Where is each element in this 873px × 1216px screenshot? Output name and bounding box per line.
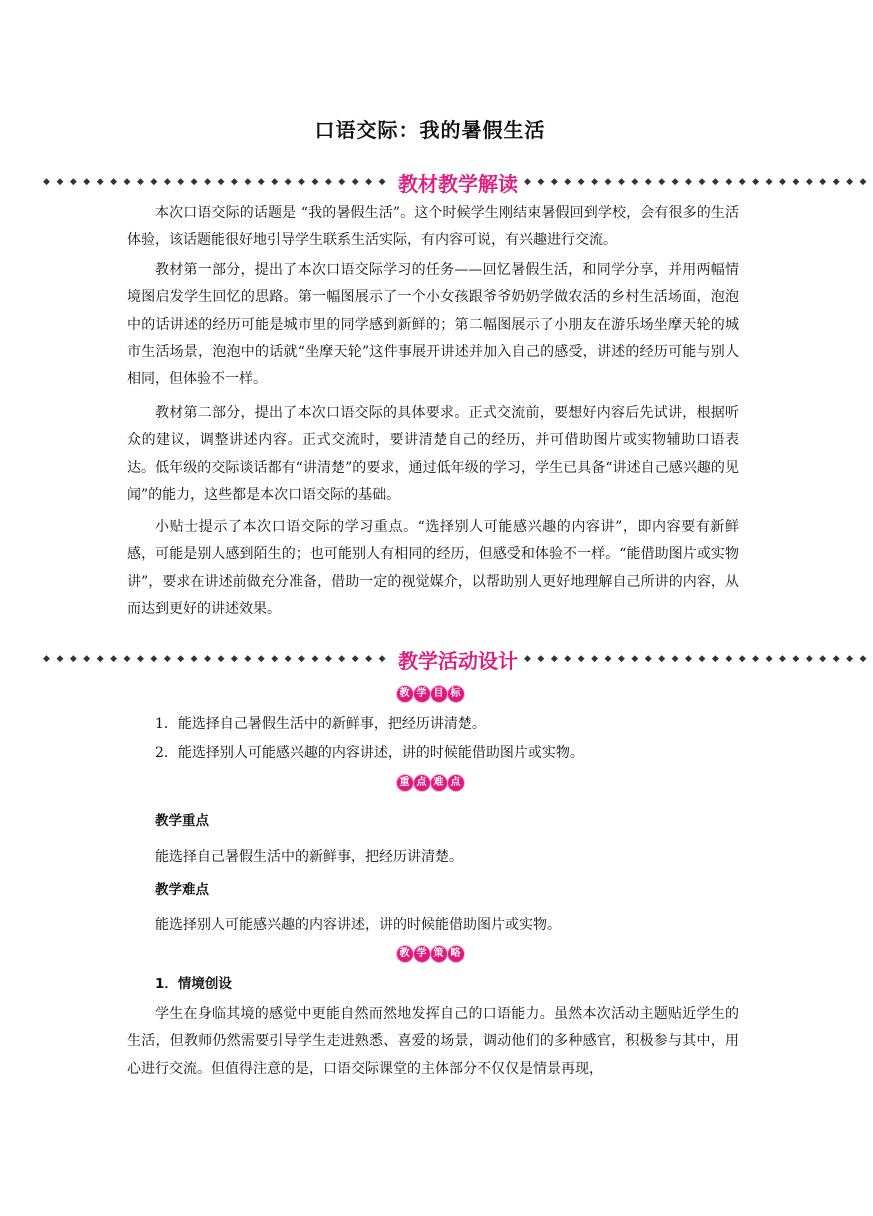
section-heading-reading: 教材教学解读 (398, 171, 518, 196)
badge-char: 标 (448, 686, 464, 702)
reading-paragraph: 小贴士提示了本次口语交际的学习重点。“选择别人可能感兴趣的内容讲”，即内容要有新鲜感，可能是别人感到陌生的；也可能别人有相同的经历，但感受和体验不一样。“能借助图片或实物讲”，要求在讲述前做充分准备，借助一定的视觉媒介，以帮助别人更好地理解自己所讲的内容，从而达到更好的讲述效果。 (127, 519, 739, 617)
strategy-heading: 1．情境创设 (155, 976, 232, 992)
dotted-divider: ◆◆◆◆◆◆◆◆◆◆◆◆◆◆◆◆◆◆◆◆◆◆◆◆◆◆ (43, 177, 392, 187)
badge-char: 学 (414, 686, 430, 702)
badge-key-difficult-points (0, 775, 860, 791)
badge-char: 学 (414, 946, 430, 962)
section-banner-design (43, 644, 873, 674)
section-banner-reading (43, 167, 873, 197)
badge-char: 点 (414, 775, 430, 791)
reading-paragraph: 教材第一部分，提出了本次口语交际学习的任务——回忆暑假生活，和同学分享，并用两幅情境图启发学生回忆的思路。第一幅图展示了一个小女孩跟爷爷奶奶学做农活的乡村生活场面，泡泡中的话讲述的经历可能是城市里的同学感到新鲜的；第二幅图展示了小朋友在游乐场坐摩天轮的城市生活场景，泡泡中的话就“坐摩天轮”这件事展开讲述并加入自己的感受，讲述的经历可能与别人相同，但体验不一样。 (127, 262, 739, 388)
difficulty-text: 能选择别人可能感兴趣的内容讲述，讲的时候能借助图片或实物。 (155, 917, 561, 933)
key-point-label: 教学重点 (155, 813, 209, 829)
badge-teaching-goals (0, 686, 860, 702)
goal-item: 1．能选择自己暑假生活中的新鲜事，把经历讲清楚。 (155, 716, 486, 732)
strategy-paragraph: 学生在身临其境的感觉中更能自然而然地发挥自己的口语能力。虽然本次活动主题贴近学生的生活，但教师仍然需要引导学生走进熟悉、喜爱的场景，调动他们的多种感官，积极参与其中，用心进行交流。但值得注意的是，口语交际课堂的主体部分不仅仅是情景再现， (127, 1006, 739, 1077)
dotted-divider: ◆◆◆◆◆◆◆◆◆◆◆◆◆◆◆◆◆◆◆◆◆◆◆◆◆◆ (524, 177, 873, 187)
badge-char: 目 (431, 686, 447, 702)
reading-paragraph: 教材第二部分，提出了本次口语交际的具体要求。正式交流前，要想好内容后先试讲，根据听众的建议，调整讲述内容。正式交流时，要讲清楚自己的经历，并可借助图片或实物辅助口语表达。低年级的交际谈话都有“讲清楚”的要求，通过低年级的学习，学生已具备“讲述自己感兴趣的见闻”的能力，这些都是本次口语交际的基础。 (127, 405, 739, 503)
badge-char: 点 (448, 775, 464, 791)
reading-paragraph: 本次口语交际的话题是 “我的暑假生活”。这个时候学生刚结束暑假回到学校，会有很多的生活体验，该话题能很好地引导学生联系生活实际，有内容可说，有兴趣进行交流。 (127, 205, 739, 249)
badge-char: 策 (431, 946, 447, 962)
goal-item: 2．能选择别人可能感兴趣的内容讲述，讲的时候能借助图片或实物。 (155, 745, 584, 761)
badge-char: 教 (397, 946, 413, 962)
badge-teaching-strategy (0, 946, 860, 962)
badge-char: 教 (397, 686, 413, 702)
section-heading-design: 教学活动设计 (398, 648, 518, 673)
badge-char: 难 (431, 775, 447, 791)
dotted-divider: ◆◆◆◆◆◆◆◆◆◆◆◆◆◆◆◆◆◆◆◆◆◆◆◆◆◆ (524, 654, 873, 664)
key-point-text: 能选择自己暑假生活中的新鲜事，把经历讲清楚。 (155, 849, 463, 865)
page-title: 口语交际：我的暑假生活 (314, 118, 546, 142)
badge-char: 略 (448, 946, 464, 962)
dotted-divider: ◆◆◆◆◆◆◆◆◆◆◆◆◆◆◆◆◆◆◆◆◆◆◆◆◆◆ (43, 654, 392, 664)
badge-char: 重 (397, 775, 413, 791)
difficulty-label: 教学难点 (155, 882, 209, 898)
